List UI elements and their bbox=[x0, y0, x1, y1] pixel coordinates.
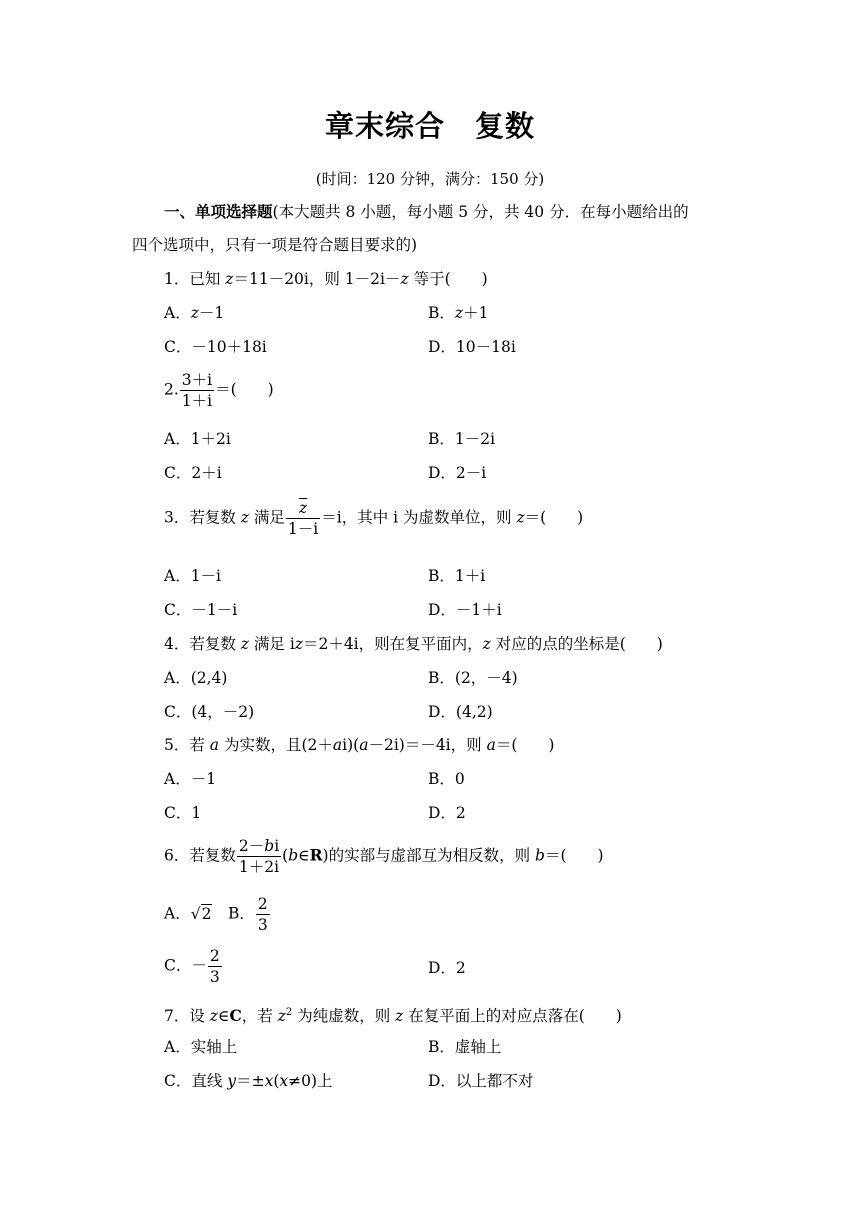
option-1b: B．z＋1 bbox=[428, 304, 489, 322]
fraction: $\frac{2-bi}{1+2i}$ bbox=[238, 837, 280, 876]
fraction: $\frac{2}{3}$ bbox=[209, 947, 220, 986]
option-4c: C．(4，－2) bbox=[164, 703, 255, 721]
section-description-cont: 四个选项中，只有一项是符合题目要求的) bbox=[132, 236, 418, 254]
option-3a: A．1－i bbox=[164, 567, 222, 585]
option-7b: B．虚轴上 bbox=[428, 1038, 502, 1056]
option-5c: C．1 bbox=[164, 804, 202, 822]
section-description: (本大题共 8 小题，每小题 5 分，共 40 分．在每小题给出的 bbox=[272, 203, 689, 221]
question-5: 5．若 a 为实数，且(2＋ai)(a－2i)＝－4i，则 a＝( ) bbox=[164, 736, 555, 754]
question-1: 1．已知 z＝11－20i，则 1－2i－z 等于( ) bbox=[164, 270, 488, 288]
option-3c: C．－1－i bbox=[164, 601, 238, 619]
option-1a: A．z－1 bbox=[164, 304, 225, 322]
option-6c: C．－ $\frac{2}{3}$ bbox=[164, 947, 220, 986]
option-1c: C．－10＋18i bbox=[164, 338, 267, 356]
option-7c: C．直线 y＝±x(x≠0)上 bbox=[164, 1072, 333, 1090]
option-7a: A．实轴上 bbox=[164, 1038, 238, 1056]
question-6: 6．若复数 $\frac{2-bi}{1+2i}$ (b∈R)的实部与虚部互为相反数，则 b＝( ) bbox=[164, 837, 604, 876]
fraction: $\frac{\overline{z}}{1-i}$ bbox=[287, 499, 319, 538]
option-3d: D．－1＋i bbox=[428, 601, 502, 619]
sqrt: √2 bbox=[190, 904, 212, 923]
option-3b: B．1＋i bbox=[428, 567, 486, 585]
option-5a: A．－1 bbox=[164, 770, 217, 788]
option-5d: D．2 bbox=[428, 804, 466, 822]
option-6d: D．2 bbox=[428, 959, 466, 977]
fraction: $\frac{2}{3}$ bbox=[257, 895, 268, 934]
option-4d: D．(4,2) bbox=[428, 703, 493, 721]
option-2a: A．1＋2i bbox=[164, 430, 231, 448]
question-3: 3．若复数 z 满足 $\frac{\overline{z}}{1-i}$ ＝i，其中 i 为虚数单位，则 z＝( ) bbox=[164, 499, 584, 538]
option-4a: A．(2,4) bbox=[164, 669, 228, 687]
section-heading: 一、单项选择题 bbox=[164, 202, 273, 221]
option-1d: D．10－18i bbox=[428, 338, 516, 356]
exam-info: (时间：120 分钟，满分：150 分) bbox=[315, 170, 545, 188]
option-5b: B．0 bbox=[428, 770, 465, 788]
page-title: 章末综合 复数 bbox=[324, 109, 535, 143]
section-heading-line bbox=[164, 201, 689, 223]
option-2b: B．1－2i bbox=[428, 430, 496, 448]
option-2d: D．2－i bbox=[428, 464, 487, 482]
option-7d: D．以上都不对 bbox=[428, 1072, 534, 1090]
fraction: $\frac{3+i}{1+i}$ bbox=[181, 371, 213, 410]
question-7: 7．设 z∈C，若 $z^2$ 为纯虚数，则 z 在复平面上的对应点落在( ) bbox=[164, 1006, 622, 1026]
question-4: 4．若复数 z 满足 iz＝2＋4i，则在复平面内，z 对应的点的坐标是( ) bbox=[164, 635, 663, 653]
question-2: 2. $\frac{3+i}{1+i}$ ＝( ) bbox=[164, 371, 274, 410]
option-6ab: A．√2 B． $\frac{2}{3}$ bbox=[164, 895, 268, 934]
option-4b: B．(2，－4) bbox=[428, 669, 518, 687]
option-2c: C．2＋i bbox=[164, 464, 222, 482]
